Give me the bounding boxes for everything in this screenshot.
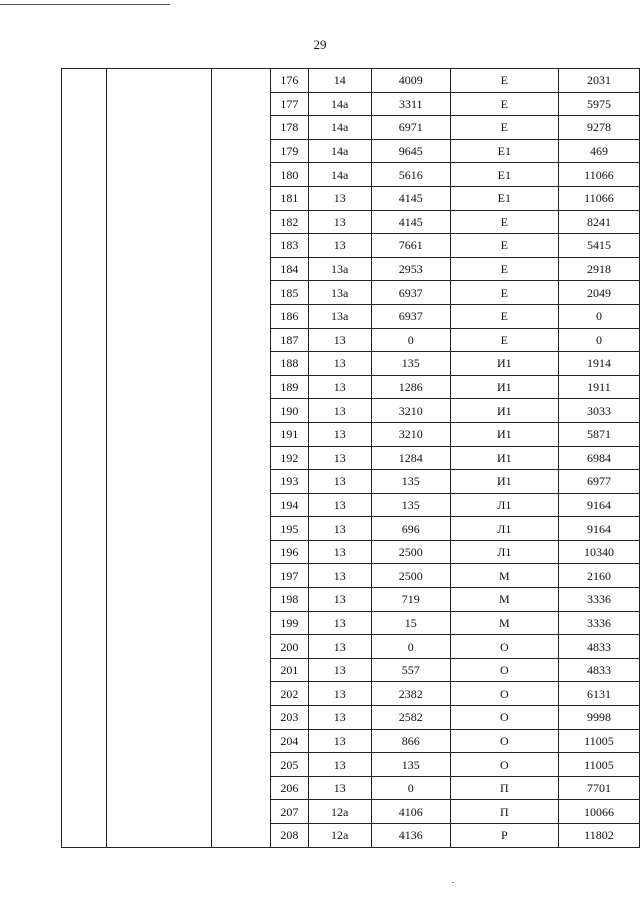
cell-col-4: Е1 bbox=[450, 139, 558, 163]
cell-col-3: 135 bbox=[371, 470, 450, 494]
cell-col-3: 7661 bbox=[371, 234, 450, 258]
cell-col-2: 13 bbox=[308, 328, 371, 352]
cell-col-5: 7701 bbox=[558, 776, 639, 800]
cell-row-number: 198 bbox=[271, 588, 309, 612]
cell-row-number: 184 bbox=[271, 257, 309, 281]
cell-row-number: 189 bbox=[271, 375, 309, 399]
cell-col-3: 6937 bbox=[371, 304, 450, 328]
cell-row-number: 193 bbox=[271, 470, 309, 494]
cell-col-4: О bbox=[450, 635, 558, 659]
cell-col-3: 696 bbox=[371, 517, 450, 541]
cell-col-3: 4136 bbox=[371, 824, 450, 848]
cell-row-number: 196 bbox=[271, 540, 309, 564]
cell-col-3: 866 bbox=[371, 729, 450, 753]
cell-col-5: 6131 bbox=[558, 682, 639, 706]
cell-row-number: 191 bbox=[271, 422, 309, 446]
table-row bbox=[62, 69, 640, 93]
cell-row-number: 177 bbox=[271, 92, 309, 116]
cell-row-number: 182 bbox=[271, 210, 309, 234]
cell-col-2: 14а bbox=[308, 116, 371, 140]
cell-col-2: 13 bbox=[308, 234, 371, 258]
cell-col-5: 1911 bbox=[558, 375, 639, 399]
cell-col-5: 2031 bbox=[558, 69, 639, 93]
cell-col-2: 13 bbox=[308, 470, 371, 494]
cell-row-number: 205 bbox=[271, 753, 309, 777]
cell-col-3: 0 bbox=[371, 328, 450, 352]
cell-row-number: 192 bbox=[271, 446, 309, 470]
cell-col-2: 13 bbox=[308, 776, 371, 800]
cell-col-3: 0 bbox=[371, 635, 450, 659]
cell-col-5: 9998 bbox=[558, 706, 639, 730]
cell-col-4: О bbox=[450, 706, 558, 730]
cell-col-3: 4145 bbox=[371, 186, 450, 210]
cell-col-4: О bbox=[450, 729, 558, 753]
cell-col-5: 469 bbox=[558, 139, 639, 163]
cell-col-4: И1 bbox=[450, 422, 558, 446]
cell-col-3: 9645 bbox=[371, 139, 450, 163]
cell-col-2: 13 bbox=[308, 493, 371, 517]
cell-col-2: 13а bbox=[308, 281, 371, 305]
cell-col-4: О bbox=[450, 658, 558, 682]
cell-row-number: 188 bbox=[271, 352, 309, 376]
cell-col-2: 14а bbox=[308, 163, 371, 187]
cell-col-4: Е bbox=[450, 328, 558, 352]
cell-row-number: 194 bbox=[271, 493, 309, 517]
cell-col-2: 13 bbox=[308, 186, 371, 210]
cell-col-3: 4009 bbox=[371, 69, 450, 93]
cell-col-2: 13 bbox=[308, 399, 371, 423]
cell-row-number: 181 bbox=[271, 186, 309, 210]
cell-col-5: 11005 bbox=[558, 729, 639, 753]
cell-col-4: М bbox=[450, 611, 558, 635]
cell-row-number: 179 bbox=[271, 139, 309, 163]
cell-col-3: 2953 bbox=[371, 257, 450, 281]
cell-row-number: 180 bbox=[271, 163, 309, 187]
cell-col-2: 13 bbox=[308, 753, 371, 777]
cell-col-5: 0 bbox=[558, 328, 639, 352]
cell-col-5: 3336 bbox=[558, 611, 639, 635]
cell-col-5: 4833 bbox=[558, 658, 639, 682]
cell-col-4: Е1 bbox=[450, 186, 558, 210]
cell-col-4: Е bbox=[450, 257, 558, 281]
cell-col-5: 6984 bbox=[558, 446, 639, 470]
cell-col-2: 13 bbox=[308, 446, 371, 470]
cell-col-2: 14а bbox=[308, 139, 371, 163]
cell-col-2: 13 bbox=[308, 517, 371, 541]
cell-col-5: 9278 bbox=[558, 116, 639, 140]
cell-col-2: 14а bbox=[308, 92, 371, 116]
cell-col-5: 8241 bbox=[558, 210, 639, 234]
cell-col-3: 5616 bbox=[371, 163, 450, 187]
cell-row-number: 176 bbox=[271, 69, 309, 93]
cell-col-4: И1 bbox=[450, 352, 558, 376]
cell-col-3: 6971 bbox=[371, 116, 450, 140]
cell-col-2: 13 bbox=[308, 352, 371, 376]
cell-col-4: Е bbox=[450, 116, 558, 140]
cell-col-3: 1284 bbox=[371, 446, 450, 470]
cell-col-5: 2049 bbox=[558, 281, 639, 305]
cell-col-5: 9164 bbox=[558, 493, 639, 517]
cell-row-number: 203 bbox=[271, 706, 309, 730]
cell-col-4: М bbox=[450, 588, 558, 612]
cell-col-2: 13 bbox=[308, 422, 371, 446]
cell-row-number: 197 bbox=[271, 564, 309, 588]
cell-col-2: 13 bbox=[308, 564, 371, 588]
top-rule bbox=[0, 4, 170, 5]
cell-row-number: 200 bbox=[271, 635, 309, 659]
cell-col-5: 3033 bbox=[558, 399, 639, 423]
cell-row-number: 185 bbox=[271, 281, 309, 305]
cell-col-4: Е bbox=[450, 234, 558, 258]
cell-col-5: 10340 bbox=[558, 540, 639, 564]
cell-col-3: 2500 bbox=[371, 564, 450, 588]
cell-col-4: Е bbox=[450, 69, 558, 93]
cell-col-3: 15 bbox=[371, 611, 450, 635]
cell-col-3: 3311 bbox=[371, 92, 450, 116]
cell-col-3: 2500 bbox=[371, 540, 450, 564]
cell-col-5: 11802 bbox=[558, 824, 639, 848]
cell-col-2: 13а bbox=[308, 257, 371, 281]
cell-col-4: Е1 bbox=[450, 163, 558, 187]
cell-col-3: 2582 bbox=[371, 706, 450, 730]
cell-col-2: 13 bbox=[308, 729, 371, 753]
cell-col-5: 6977 bbox=[558, 470, 639, 494]
cell-col-2: 13 bbox=[308, 658, 371, 682]
cell-col-4: О bbox=[450, 753, 558, 777]
cell-col-2: 13 bbox=[308, 682, 371, 706]
cell-col-2: 13 bbox=[308, 375, 371, 399]
cell-col-4: П bbox=[450, 776, 558, 800]
cell-col-4: Е bbox=[450, 92, 558, 116]
cell-col-3: 557 bbox=[371, 658, 450, 682]
scan-speck bbox=[452, 882, 454, 883]
cell-col-5: 5975 bbox=[558, 92, 639, 116]
cell-row-number: 204 bbox=[271, 729, 309, 753]
cell-col-3: 1286 bbox=[371, 375, 450, 399]
cell-col-2: 13 bbox=[308, 635, 371, 659]
cell-col-4: Е bbox=[450, 304, 558, 328]
cell-col-4: О bbox=[450, 682, 558, 706]
cell-col-4: Е bbox=[450, 210, 558, 234]
cell-col-5: 4833 bbox=[558, 635, 639, 659]
cell-col-2: 14 bbox=[308, 69, 371, 93]
cell-col-2: 13а bbox=[308, 304, 371, 328]
blank-column-1 bbox=[62, 69, 107, 848]
cell-col-4: Л1 bbox=[450, 517, 558, 541]
data-table bbox=[61, 68, 640, 848]
cell-row-number: 190 bbox=[271, 399, 309, 423]
cell-col-3: 135 bbox=[371, 352, 450, 376]
cell-col-4: И1 bbox=[450, 375, 558, 399]
cell-col-5: 1914 bbox=[558, 352, 639, 376]
cell-col-2: 13 bbox=[308, 611, 371, 635]
cell-col-3: 135 bbox=[371, 753, 450, 777]
cell-row-number: 206 bbox=[271, 776, 309, 800]
cell-col-3: 3210 bbox=[371, 399, 450, 423]
cell-col-4: И1 bbox=[450, 399, 558, 423]
table-body bbox=[62, 69, 640, 848]
cell-col-2: 12а bbox=[308, 824, 371, 848]
cell-col-5: 2918 bbox=[558, 257, 639, 281]
cell-col-4: П bbox=[450, 800, 558, 824]
cell-col-4: М bbox=[450, 564, 558, 588]
cell-col-2: 12а bbox=[308, 800, 371, 824]
cell-col-4: Л1 bbox=[450, 493, 558, 517]
cell-col-3: 2382 bbox=[371, 682, 450, 706]
cell-col-5: 11066 bbox=[558, 186, 639, 210]
cell-col-4: Л1 bbox=[450, 540, 558, 564]
cell-col-4: И1 bbox=[450, 470, 558, 494]
page-number: 29 bbox=[313, 37, 327, 52]
cell-col-4: Е bbox=[450, 281, 558, 305]
cell-col-3: 4106 bbox=[371, 800, 450, 824]
cell-col-3: 6937 bbox=[371, 281, 450, 305]
cell-row-number: 199 bbox=[271, 611, 309, 635]
cell-col-3: 3210 bbox=[371, 422, 450, 446]
cell-col-5: 2160 bbox=[558, 564, 639, 588]
cell-row-number: 195 bbox=[271, 517, 309, 541]
cell-row-number: 208 bbox=[271, 824, 309, 848]
cell-col-5: 0 bbox=[558, 304, 639, 328]
cell-col-5: 11005 bbox=[558, 753, 639, 777]
cell-col-2: 13 bbox=[308, 706, 371, 730]
cell-col-5: 5871 bbox=[558, 422, 639, 446]
cell-col-5: 5415 bbox=[558, 234, 639, 258]
cell-col-4: Р bbox=[450, 824, 558, 848]
cell-col-2: 13 bbox=[308, 210, 371, 234]
cell-col-5: 10066 bbox=[558, 800, 639, 824]
cell-col-4: И1 bbox=[450, 446, 558, 470]
cell-col-3: 4145 bbox=[371, 210, 450, 234]
cell-row-number: 201 bbox=[271, 658, 309, 682]
cell-col-2: 13 bbox=[308, 588, 371, 612]
cell-col-2: 13 bbox=[308, 540, 371, 564]
cell-row-number: 202 bbox=[271, 682, 309, 706]
cell-col-3: 0 bbox=[371, 776, 450, 800]
blank-column-3 bbox=[212, 69, 271, 848]
cell-col-5: 3336 bbox=[558, 588, 639, 612]
cell-col-3: 135 bbox=[371, 493, 450, 517]
cell-row-number: 207 bbox=[271, 800, 309, 824]
cell-row-number: 178 bbox=[271, 116, 309, 140]
cell-row-number: 186 bbox=[271, 304, 309, 328]
cell-col-5: 9164 bbox=[558, 517, 639, 541]
cell-row-number: 187 bbox=[271, 328, 309, 352]
cell-col-3: 719 bbox=[371, 588, 450, 612]
cell-row-number: 183 bbox=[271, 234, 309, 258]
cell-col-5: 11066 bbox=[558, 163, 639, 187]
blank-column-2 bbox=[107, 69, 212, 848]
